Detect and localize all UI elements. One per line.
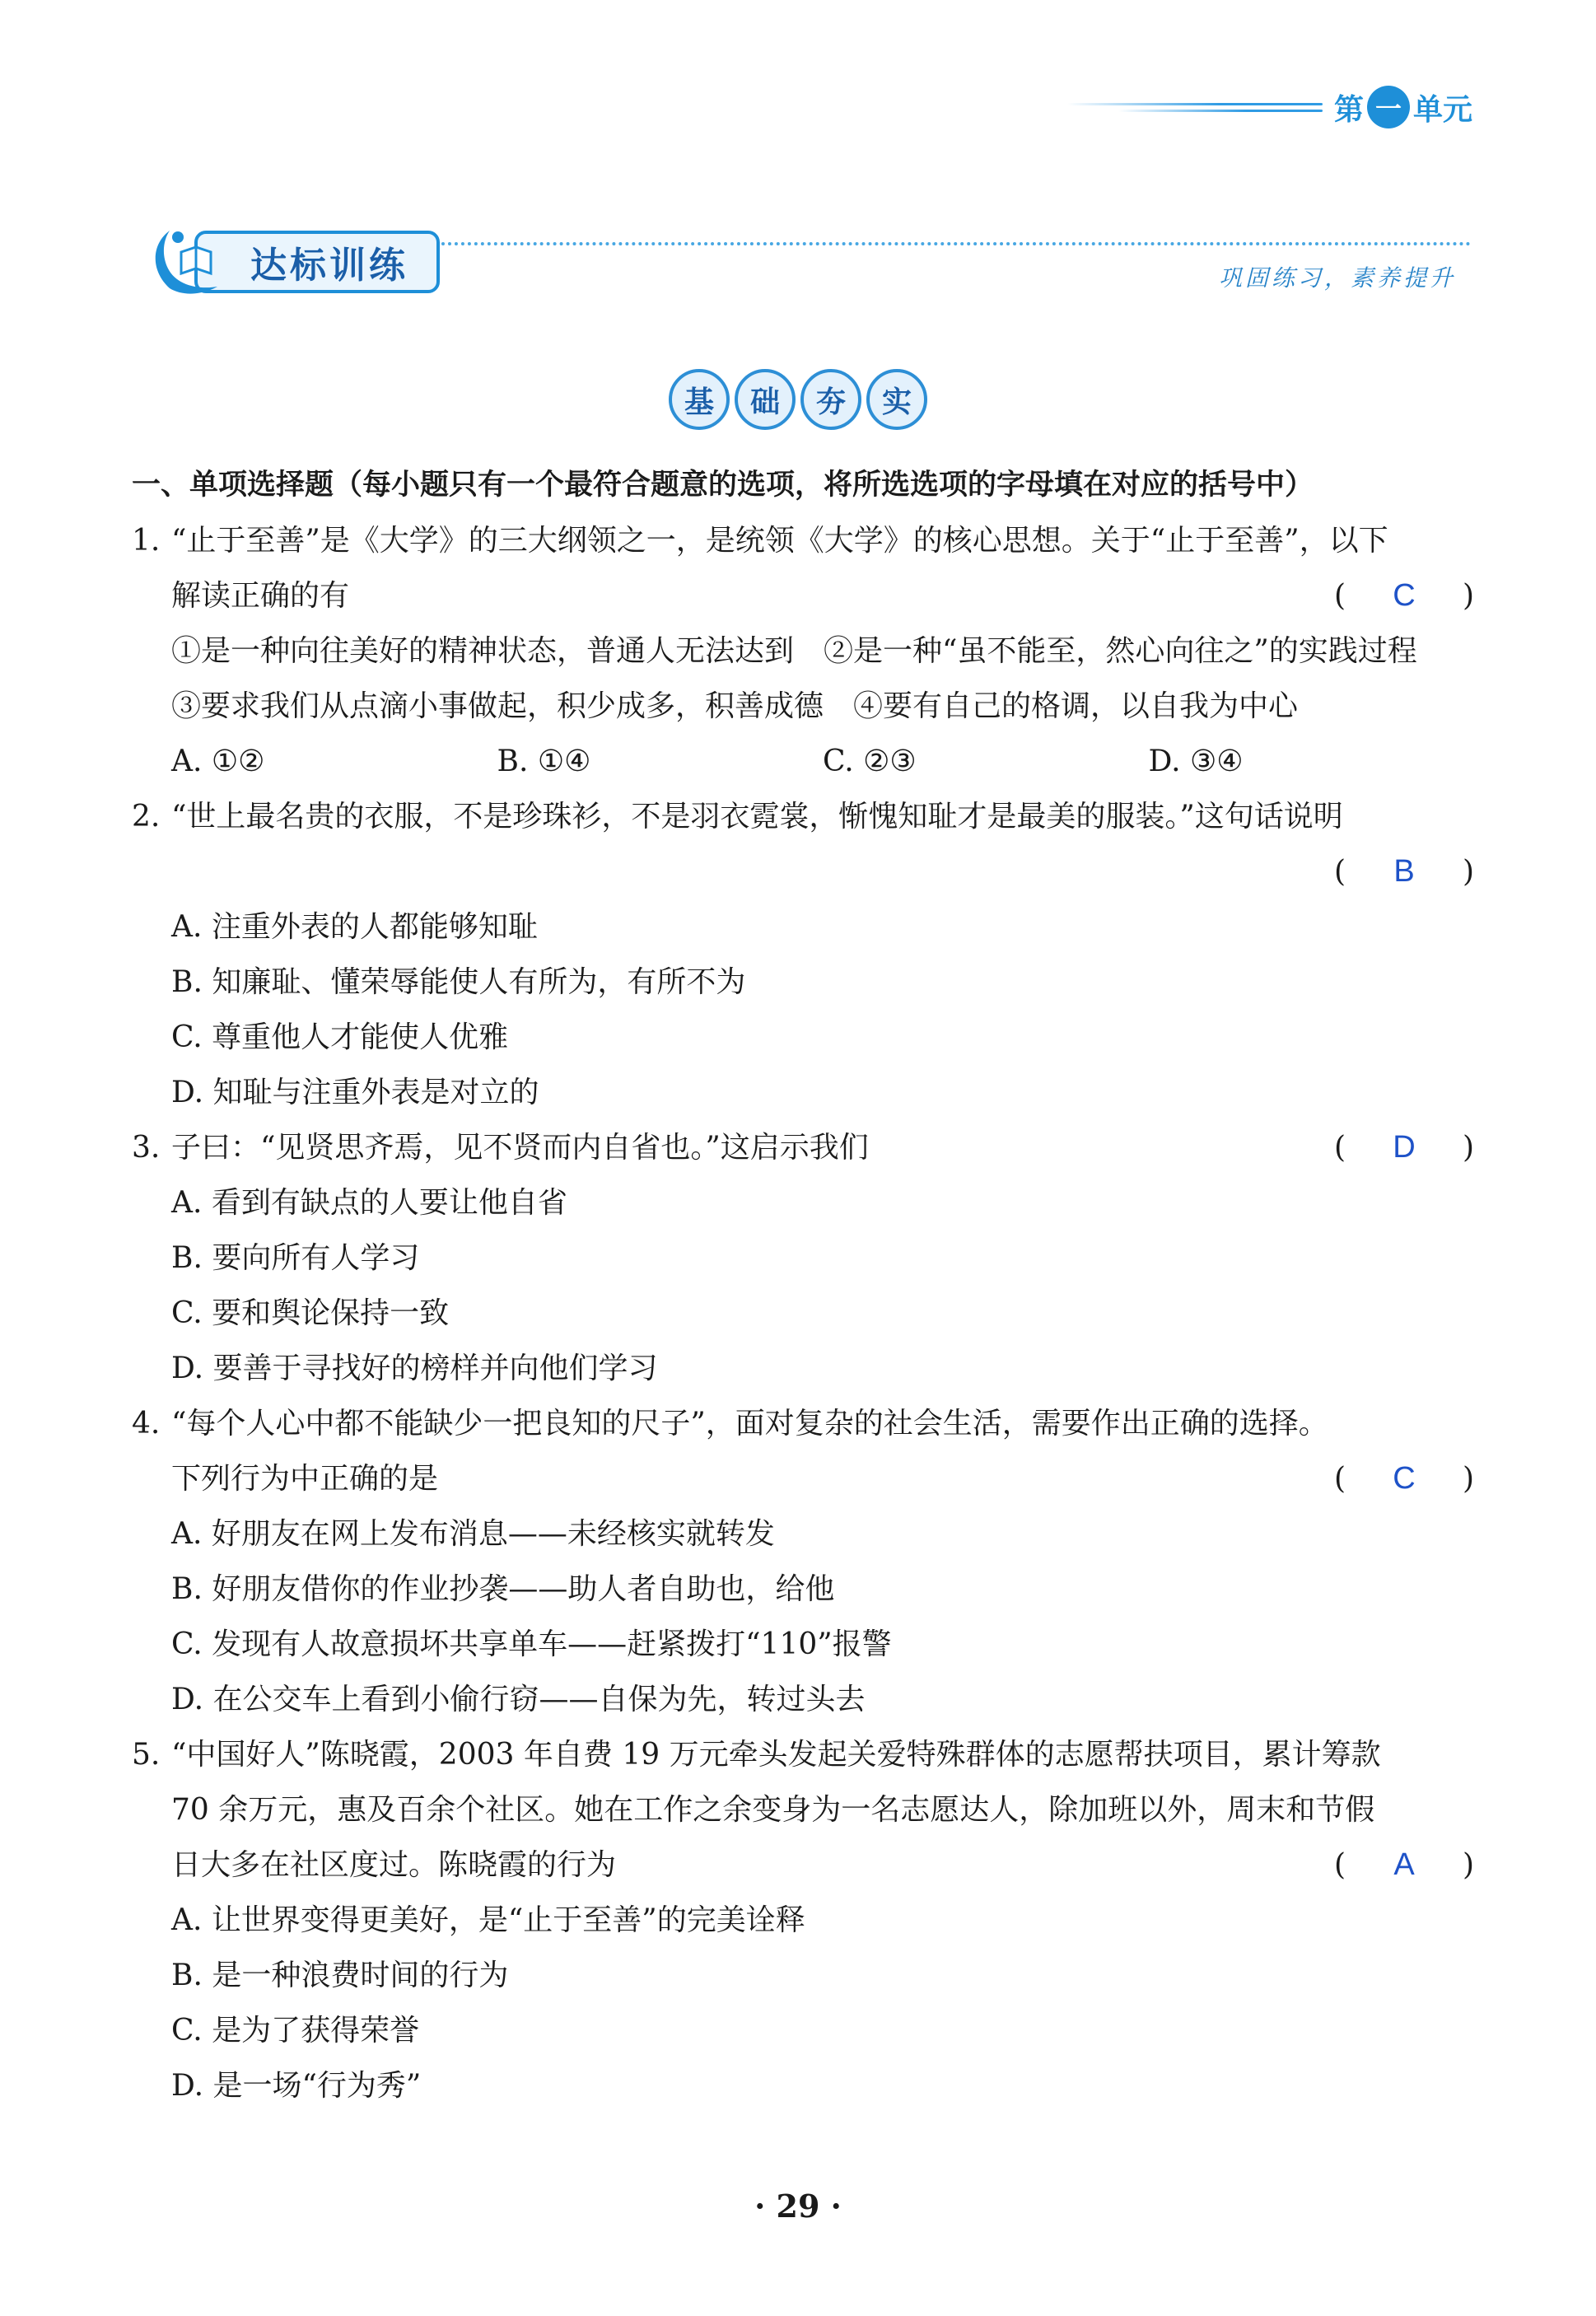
question-stem <box>132 513 1474 568</box>
question-1 <box>132 513 1474 789</box>
question-number: 2. <box>132 800 161 833</box>
stem-text: 解读正确的有 <box>171 579 350 613</box>
option-a: A. 好朋友在网上发布消息——未经核实就转发 <box>171 1517 775 1551</box>
banner-title: 达标训练 <box>250 245 408 287</box>
banner-dotted-line <box>441 242 1471 245</box>
option-d: D. 是一场“行为秀” <box>171 2069 422 2103</box>
answer-box <box>1334 1837 1474 1893</box>
unit-label <box>1334 86 1472 128</box>
answer-letter: B <box>1393 854 1415 889</box>
option-d: D. 在公交车上看到小偷行窃——自保为先，转过头去 <box>171 1683 866 1716</box>
question-number: 1. <box>132 524 161 558</box>
question-5 <box>132 1727 1474 2113</box>
question-stem <box>132 789 1474 844</box>
paren-close: ) <box>1462 1462 1474 1496</box>
stem-text: “中国好人”陈晓霞，2003 年自费 19 万元牵头发起关爱特殊群体的志愿帮扶项目，累计筹款 <box>171 1738 1381 1772</box>
stem-line-with-answer <box>132 568 1474 623</box>
paren-close: ) <box>1462 855 1474 889</box>
option-b: B. 要向所有人学习 <box>171 1241 420 1275</box>
unit-number-badge: 一 <box>1367 86 1410 128</box>
stem-text: 70 余万元，惠及百余个社区。她在工作之余变身为一名志愿达人，除加班以外，周末和节假 <box>171 1793 1375 1827</box>
option-d: D. 要善于寻找好的榜样并向他们学习 <box>171 1352 658 1385</box>
option-c: C. ②③ <box>823 745 917 778</box>
option-b: B. ①④ <box>497 745 591 778</box>
section-title: 一、单项选择题（每小题只有一个最符合题意的选项，将所选选项的字母填在对应的括号中） <box>132 469 1314 502</box>
header-decor-lines <box>1067 99 1323 116</box>
option-a: A. 看到有缺点的人要让他自省 <box>171 1186 567 1220</box>
option-b: B. 是一种浪费时间的行为 <box>171 1959 509 1992</box>
answer-box <box>1334 1451 1474 1506</box>
unit-header <box>1067 86 1472 128</box>
paren-open: ( <box>1334 1848 1346 1882</box>
option-c: C. 尊重他人才能使人优雅 <box>171 1020 509 1054</box>
stem-text: 下列行为中正确的是 <box>171 1462 439 1496</box>
question-3 <box>132 1120 1474 1396</box>
paren-open: ( <box>1334 1131 1346 1165</box>
stem-text: “每个人心中都不能缺少一把良知的尺子”，面对复杂的社会生活，需要作出正确的选择。 <box>171 1407 1328 1440</box>
stem-text: “世上最名贵的衣服，不是珍珠衫，不是羽衣霓裳，惭愧知耻才是最美的服装。”这句话说明 <box>171 800 1343 833</box>
option-b: B. 好朋友借你的作业抄袭——助人者自助也，给他 <box>171 1572 835 1606</box>
paren-close: ) <box>1462 1131 1474 1165</box>
page-number: · 29 · <box>754 2188 842 2225</box>
stem-text: 子曰：“见贤思齐焉，见不贤而内自省也。”这启示我们 <box>171 1131 869 1165</box>
statement-list: ①是一种向往美好的精神状态，普通人无法达到 ②是一种“虽不能至，然心向往之”的实践过程 ③要求我们从点滴小事做起，积少成多，积善成德 ④要有自己的格调，以自我为中心 <box>171 634 1447 723</box>
question-4 <box>132 1396 1474 1727</box>
answer-letter: C <box>1393 578 1416 613</box>
answer-box <box>1334 844 1474 899</box>
option-c: C. 发现有人故意损坏共享单车——赶紧拨打“110”报警 <box>171 1627 892 1661</box>
option-c: C. 是为了获得荣誉 <box>171 2014 420 2048</box>
question-2 <box>132 789 1474 1120</box>
banner-subtitle: 巩固练习，素养提升 <box>1218 264 1456 292</box>
subsection-heading <box>0 369 1596 430</box>
unit-suffix: 单元 <box>1412 92 1472 127</box>
option-c: C. 要和舆论保持一致 <box>171 1296 450 1330</box>
paren-open: ( <box>1334 1462 1346 1496</box>
unit-prefix: 第 <box>1333 92 1364 127</box>
question-number: 5. <box>132 1738 161 1772</box>
stem-text: 日大多在社区度过。陈晓霞的行为 <box>171 1848 617 1882</box>
paren-open: ( <box>1334 579 1346 613</box>
stem-line-with-answer <box>132 844 1474 899</box>
question-stem <box>132 1727 1474 1782</box>
option-a: A. ①② <box>171 745 265 778</box>
stem-line-with-answer <box>132 1837 1474 1893</box>
banner-badge <box>145 224 435 290</box>
answer-letter: D <box>1393 1130 1416 1165</box>
answer-box <box>1334 1120 1474 1175</box>
stem-text: “止于至善”是《大学》的三大纲领之一，是统领《大学》的核心思想。关于“止于至善”，以下 <box>171 524 1388 558</box>
question-number: 3. <box>132 1131 161 1165</box>
option-d: D. 知耻与注重外表是对立的 <box>171 1076 539 1109</box>
subsection-char: 实 <box>866 369 927 430</box>
question-number: 4. <box>132 1407 161 1440</box>
book-swoosh-icon <box>145 219 236 298</box>
options-row <box>132 734 1474 789</box>
option-b: B. 知廉耻、懂荣辱能使人有所为，有所不为 <box>171 965 746 999</box>
subsection-char: 基 <box>669 369 730 430</box>
question-list <box>132 458 1474 2113</box>
paren-open: ( <box>1334 855 1346 889</box>
answer-box <box>1334 568 1474 623</box>
stem-line-with-answer <box>132 1451 1474 1506</box>
question-stem <box>132 1396 1474 1451</box>
subsection-char: 础 <box>735 369 796 430</box>
answer-letter: A <box>1393 1847 1415 1882</box>
section-banner <box>145 221 1471 295</box>
paren-close: ) <box>1462 579 1474 613</box>
option-a: A. 注重外表的人都能够知耻 <box>171 910 538 944</box>
option-d: D. ③④ <box>1148 745 1244 778</box>
answer-letter: C <box>1393 1461 1416 1496</box>
subsection-char: 夯 <box>800 369 861 430</box>
option-a: A. 让世界变得更美好，是“止于至善”的完美诠释 <box>171 1903 805 1937</box>
stem-line-with-answer <box>132 1120 1474 1175</box>
paren-close: ) <box>1462 1848 1474 1882</box>
